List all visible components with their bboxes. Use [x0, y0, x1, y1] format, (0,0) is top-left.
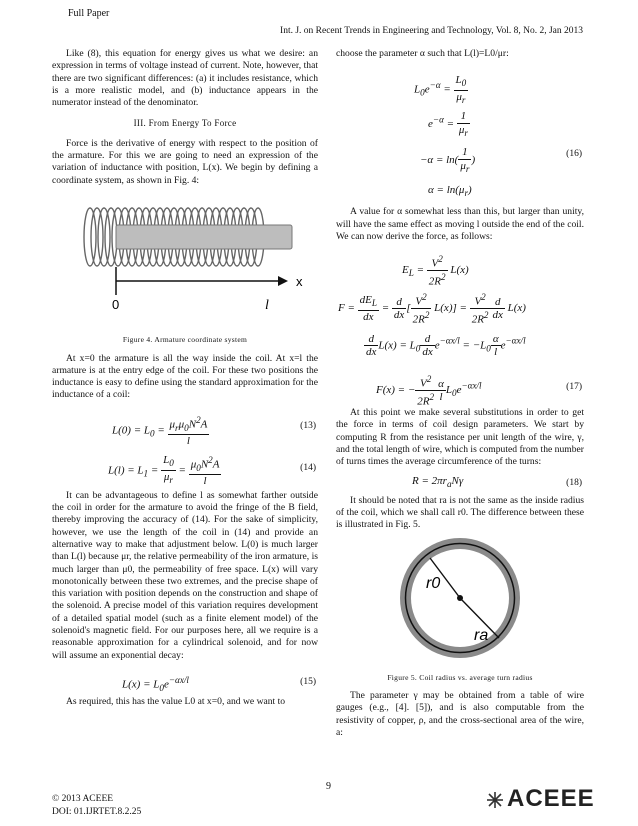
equation-13: $L(0) = L_0$ = $\frac{\mu_r\mu_0N^2A}{l}$ (13) [112, 414, 316, 447]
running-head-label: Full Paper [68, 8, 110, 19]
logo-text: ACEEE [507, 785, 595, 812]
axis-l-label: l [265, 297, 269, 313]
paragraph: It should be noted that ra is not the same as the inside radius of the coil, which we shall call r0. The difference between these is illustrated in Fig. 5. [336, 494, 584, 531]
figure-4-caption: Figure 4. Armature coordinate system [122, 335, 248, 345]
equation-14: $L(l) = L_1$ = $\frac{L_0}{\mu_r}$ = $\frac{\mu_0N^2A}{l}$ (14) [108, 454, 316, 487]
copyright: © 2013 ACEEE [52, 794, 114, 804]
ra-label: ra [474, 626, 489, 644]
section-heading: III. From Energy To Force [133, 118, 237, 129]
axis-origin-label: 0 [112, 296, 120, 312]
left-column [52, 48, 318, 712]
doi: DOI: 01.IJRTET.8.2.25 [52, 807, 142, 817]
axis-x-label: x [296, 273, 303, 289]
equation-number: (13) [300, 420, 316, 431]
paragraph: Like (8), this equation for energy gives us what we desire: an expression in terms of voltage instead of current. Note, however, that there are two significant differences: (a) it includes resistance, which is a more realistic model, and (b) inductance appears in the numerator instead of the denominator. [52, 48, 318, 109]
journal-citation: Int. J. on Recent Trends in Engineering and Technology, Vol. 8, No. 2, Jan 2013 [280, 26, 583, 36]
footer [52, 793, 141, 819]
figure-5-caption: Figure 5. Coil radius vs. average turn radius [387, 672, 533, 682]
equation-number: (16) [566, 149, 582, 160]
page-number: 9 [326, 781, 331, 792]
logo-mark-icon [486, 791, 504, 809]
equation-number: (17) [566, 382, 582, 393]
paragraph: At x=0 the armature is all the way inside the coil. At x=l the armature is at the entry edge of the coil. For these two positions the inductance is easy to define using the standard approximation for the inductance of a coil: [52, 352, 318, 401]
r0-label: r0 [426, 574, 441, 592]
paragraph: A value for α somewhat less than this, but larger than unity, will have the same effect as moving l outside the end of the coil. We can now derive the force, as follows: [336, 206, 584, 242]
paragraph: As required, this has the value L0 at x=0, and we want to [66, 695, 286, 707]
equation-number: (14) [300, 462, 316, 473]
right-column [336, 48, 584, 743]
equation-number: (15) [300, 676, 316, 687]
equation-F: F = $\frac{dE_L}{dx}$ = $\frac{d}{dx}$ [ $\frac{V^2}{2R^2}$ L(x)] = $\frac{V^2}{2R^2}$ $\frac{d}{dx}$ L(x) [338, 292, 526, 326]
paragraph: It can be advantageous to define l as somewhat farther outside the coil in order for the armature to avoid the fringe of the B field, thereby improving the accuracy of (14). For the sake of simplicity, however, we use the length of the coil in (14) and provide an alternative way to make that adjustment below. L(0) is much larger than L(l) because μr, the relative permeability of the iron armature, is much larger than μ0, the permeability of free space. L(x) will vary monotonically between these two extremes, and the precise shape of this variation with position depends on the construction and shape of the solenoid. A precise model of this variation requires development of a detailed spatial model (such as a finite element model) of the solenoid's magnetic field. For our purposes here, all we require is a reasonable approximation for a cylindrical solenoid, and for now will assume an exponential decay: [52, 489, 318, 661]
equation-number: (18) [566, 477, 582, 488]
paragraph: choose the parameter α such that L(l)=L0/μr: [336, 48, 509, 59]
paragraph: The parameter γ may be obtained from a table of wire gauges (e.g., [4]. [5]), and is also computable from the resistivity of copper, ρ, and the cross-sectional area of the wire, a: [336, 690, 584, 739]
paragraph: Force is the derivative of energy with respect to the position of the armature. For this we are going to need an expression of the variation of inductance with position, L(x). We begin by defining a coordinate system, as shown in Fig. 4: [52, 137, 318, 186]
figure-4-coil [52, 191, 318, 326]
equation-dL: $\frac{d}{dx}$ $L(x) = L_0$ $\frac{d}{dx}$ $e^{-\alpha x/l} = -L_0$ $\frac{\alpha}{l}$ $e^{-\alpha x/l}$ [366, 333, 526, 359]
publisher-logo [486, 785, 595, 813]
equation-15: $L(x) = L_0e^{-\alpha x/l}$ (15) [122, 674, 316, 693]
equation-EL: $E_L$ = $\frac{V^2}{2R^2}$ L(x) [402, 254, 469, 288]
paragraph: At this point we make several substitutions in order to get the force in terms of coil design parameters. We start by computing R from the resistance per unit length of the wire, γ, and the total length of wire, which is computed from the number of turns times the average circumference of the turns: [336, 407, 584, 468]
equation-18: $R = 2\pi r_aN\gamma$ (18) [412, 474, 582, 489]
equation-16: $L_0e^{-\alpha}$ = $\frac{L_0}{\mu_r}$ $e^{-\alpha}$ = $\frac{1}{\mu_r}$ −α = ln( $\frac{1}{\mu_r}$ ) $\alpha = \ln(\mu_r)$ (16) [414, 74, 582, 199]
equation-17: F(x) = − $\frac{V^2}{2R^2}$ $\frac{\alpha}{l}$ $L_0e^{-\alpha x/l}$ (17) [376, 374, 582, 408]
figure-5-coil-radius [336, 536, 584, 664]
